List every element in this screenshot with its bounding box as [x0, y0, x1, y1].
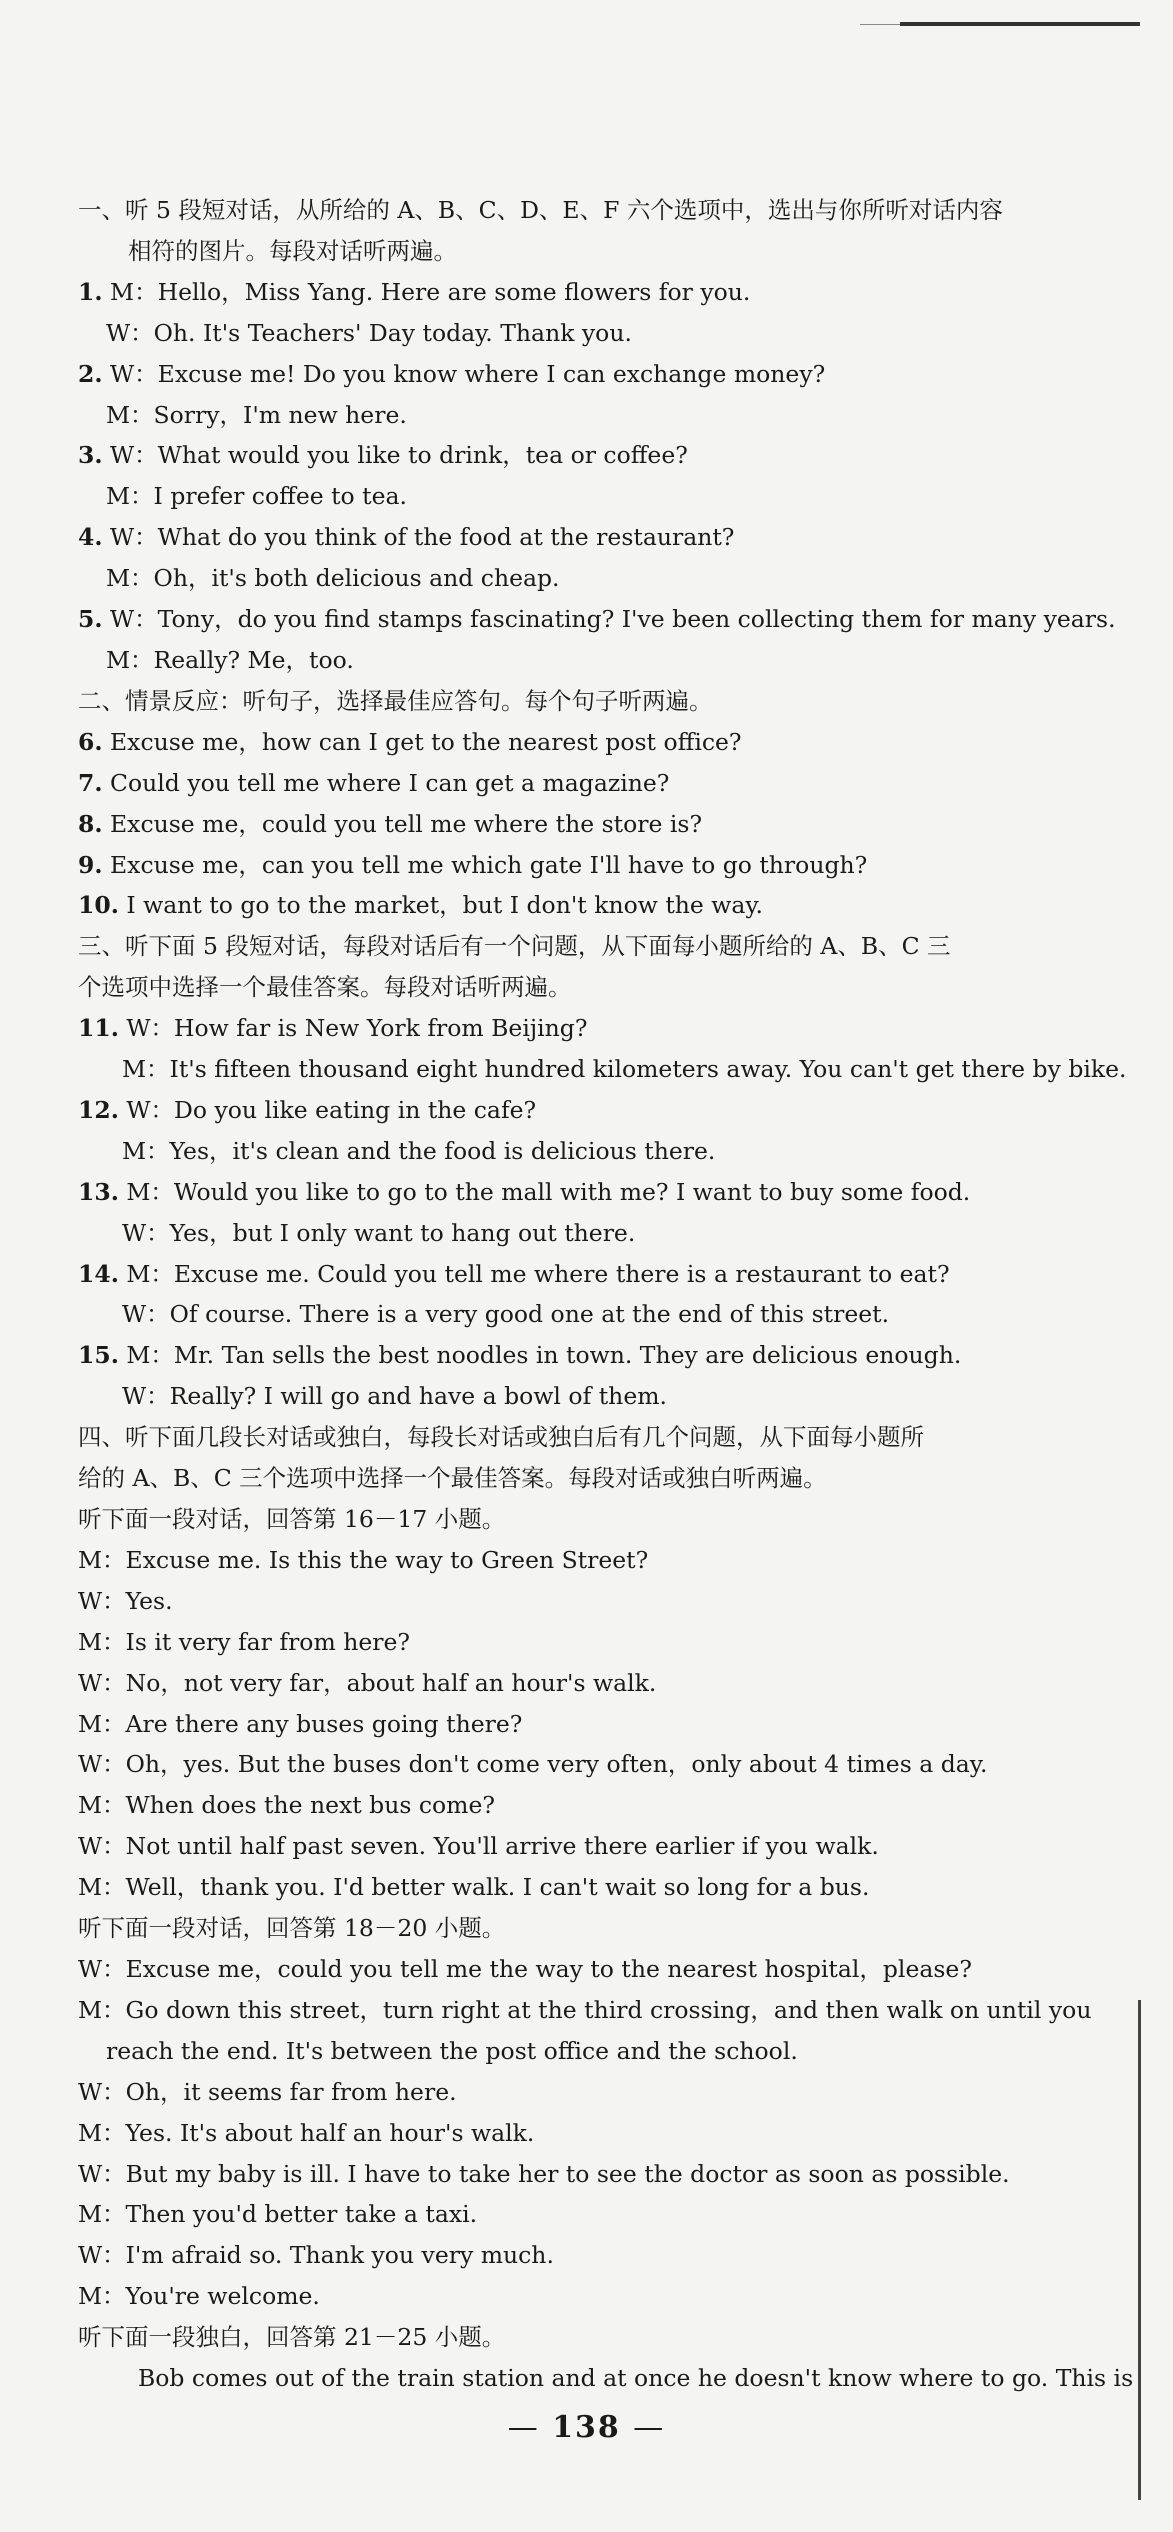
list-item: 2. W：Excuse me! Do you know where I can exchange money? — [78, 359, 826, 388]
list-item-reply: W：Of course. There is a very good one at the end of this street. — [122, 1300, 890, 1329]
list-item: 5. W：Tony，do you find stamps fascinating? I've been collecting them for many years. — [78, 605, 1116, 634]
dialog-line: W：Yes. — [78, 1586, 173, 1615]
section3-title-cont: 个选项中选择一个最佳答案。每段对话听两遍。 — [78, 973, 572, 1002]
list-item-reply: M：I prefer coffee to tea. — [106, 482, 407, 511]
list-item-reply: M：Really? Me，too. — [106, 645, 354, 674]
list-item-reply: M：It's fifteen thousand eight hundred kilometers away. You can't get there by bike. — [122, 1055, 1127, 1084]
dialog-line: W：Oh，yes. But the buses don't come very often，only about 4 times a day. — [78, 1750, 988, 1779]
list-item-reply: W：Really? I will go and have a bowl of them. — [122, 1382, 667, 1411]
list-item: 11. W：How far is New York from Beijing? — [78, 1014, 588, 1043]
dialog-line: M：Excuse me. Is this the way to Green Street? — [78, 1545, 649, 1574]
page-content — [78, 190, 1134, 2399]
dialog-heading: 听下面一段对话，回答第 18－20 小题。 — [78, 1914, 506, 1943]
list-item: 1. M：Hello，Miss Yang. Here are some flowers for you. — [78, 277, 751, 306]
dialog-line: W：I'm afraid so. Thank you very much. — [78, 2241, 554, 2270]
monologue-heading: 听下面一段独白，回答第 21－25 小题。 — [78, 2323, 506, 2352]
dialog-line: W：Excuse me，could you tell me the way to the nearest hospital，please? — [78, 1954, 972, 1983]
top-rule — [900, 22, 1140, 26]
list-item: 14. M：Excuse me. Could you tell me where there is a restaurant to eat? — [78, 1259, 950, 1288]
section3-title: 三、听下面 5 段短对话，每段对话后有一个问题，从下面每小题所给的 A、B、C 三 — [78, 932, 951, 961]
list-item: 9. Excuse me，can you tell me which gate I'll have to go through? — [78, 850, 868, 879]
list-item: 10. I want to go to the market，but I don't know the way. — [78, 891, 764, 920]
section2-title: 二、情景反应：听句子，选择最佳应答句。每个句子听两遍。 — [78, 686, 713, 715]
list-item-reply: M：Oh，it's both delicious and cheap. — [106, 564, 560, 593]
dialog-line: M：Are there any buses going there? — [78, 1709, 523, 1738]
dialog-line: M：Then you'd better take a taxi. — [78, 2200, 478, 2229]
dialog-line: M：Yes. It's about half an hour's walk. — [78, 2118, 535, 2147]
list-item: 8. Excuse me，could you tell me where the store is? — [78, 809, 703, 838]
section4-title: 四、听下面几段长对话或独白，每段长对话或独白后有几个问题，从下面每小题所 — [78, 1423, 924, 1452]
section4-title-cont: 给的 A、B、C 三个选项中选择一个最佳答案。每段对话或独白听两遍。 — [78, 1464, 827, 1493]
dialog-line: W：But my baby is ill. I have to take her to see the doctor as soon as possible. — [78, 2159, 1010, 2188]
list-item: 4. W：What do you think of the food at the restaurant? — [78, 523, 735, 552]
list-item: 12. W：Do you like eating in the cafe? — [78, 1095, 537, 1124]
dialog-heading: 听下面一段对话，回答第 16－17 小题。 — [78, 1505, 506, 1533]
footer-dash-right: — — [633, 2410, 666, 2445]
list-item-reply: W：Oh. It's Teachers' Day today. Thank you. — [106, 318, 632, 347]
dialog-line: M：Is it very far from here? — [78, 1627, 410, 1656]
dialog-line: M：You're welcome. — [78, 2282, 320, 2311]
dialog-line: W：Not until half past seven. You'll arrive there earlier if you walk. — [78, 1832, 879, 1861]
list-item: 3. W：What would you like to drink，tea or coffee? — [78, 441, 688, 470]
dialog-line: M：When does the next bus come? — [78, 1791, 495, 1820]
list-item: 13. M：Would you like to go to the mall with me? I want to buy some food. — [78, 1177, 971, 1206]
dialog-line: W：Oh，it seems far from here. — [78, 2077, 457, 2106]
page-number: 138 — [552, 2410, 621, 2445]
section1-title-cont: 相符的图片。每段对话听两遍。 — [128, 236, 457, 265]
list-item: 15. M：Mr. Tan sells the best noodles in town. They are delicious enough. — [78, 1341, 962, 1370]
section1-title: 一、听 5 段短对话，从所给的 A、B、C、D、E、F 六个选项中，选出与你所听对话内容 — [78, 196, 1003, 224]
list-item: 7. Could you tell me where I can get a magazine? — [78, 768, 670, 797]
dialog-line-cont: reach the end. It's between the post office and the school. — [106, 2036, 798, 2065]
list-item: 6. Excuse me，how can I get to the nearest post office? — [78, 727, 742, 756]
dialog-line: W：No，not very far，about half an hour's walk. — [78, 1668, 657, 1697]
list-item-reply: W：Yes，but I only want to hang out there. — [122, 1218, 636, 1247]
monologue-paragraph: Bob comes out of the train station and at once he doesn't know where to go. This is — [138, 2364, 1134, 2393]
list-item-reply: M：Yes，it's clean and the food is delicious there. — [122, 1136, 716, 1165]
list-item-reply: M：Sorry，I'm new here. — [106, 400, 407, 429]
footer-dash-left: — — [507, 2410, 540, 2445]
page-footer — [0, 2410, 1173, 2445]
dialog-line: M：Go down this street，turn right at the third crossing，and then walk on until you — [78, 1995, 1092, 2024]
dialog-line: M：Well，thank you. I'd better walk. I can't wait so long for a bus. — [78, 1873, 870, 1902]
